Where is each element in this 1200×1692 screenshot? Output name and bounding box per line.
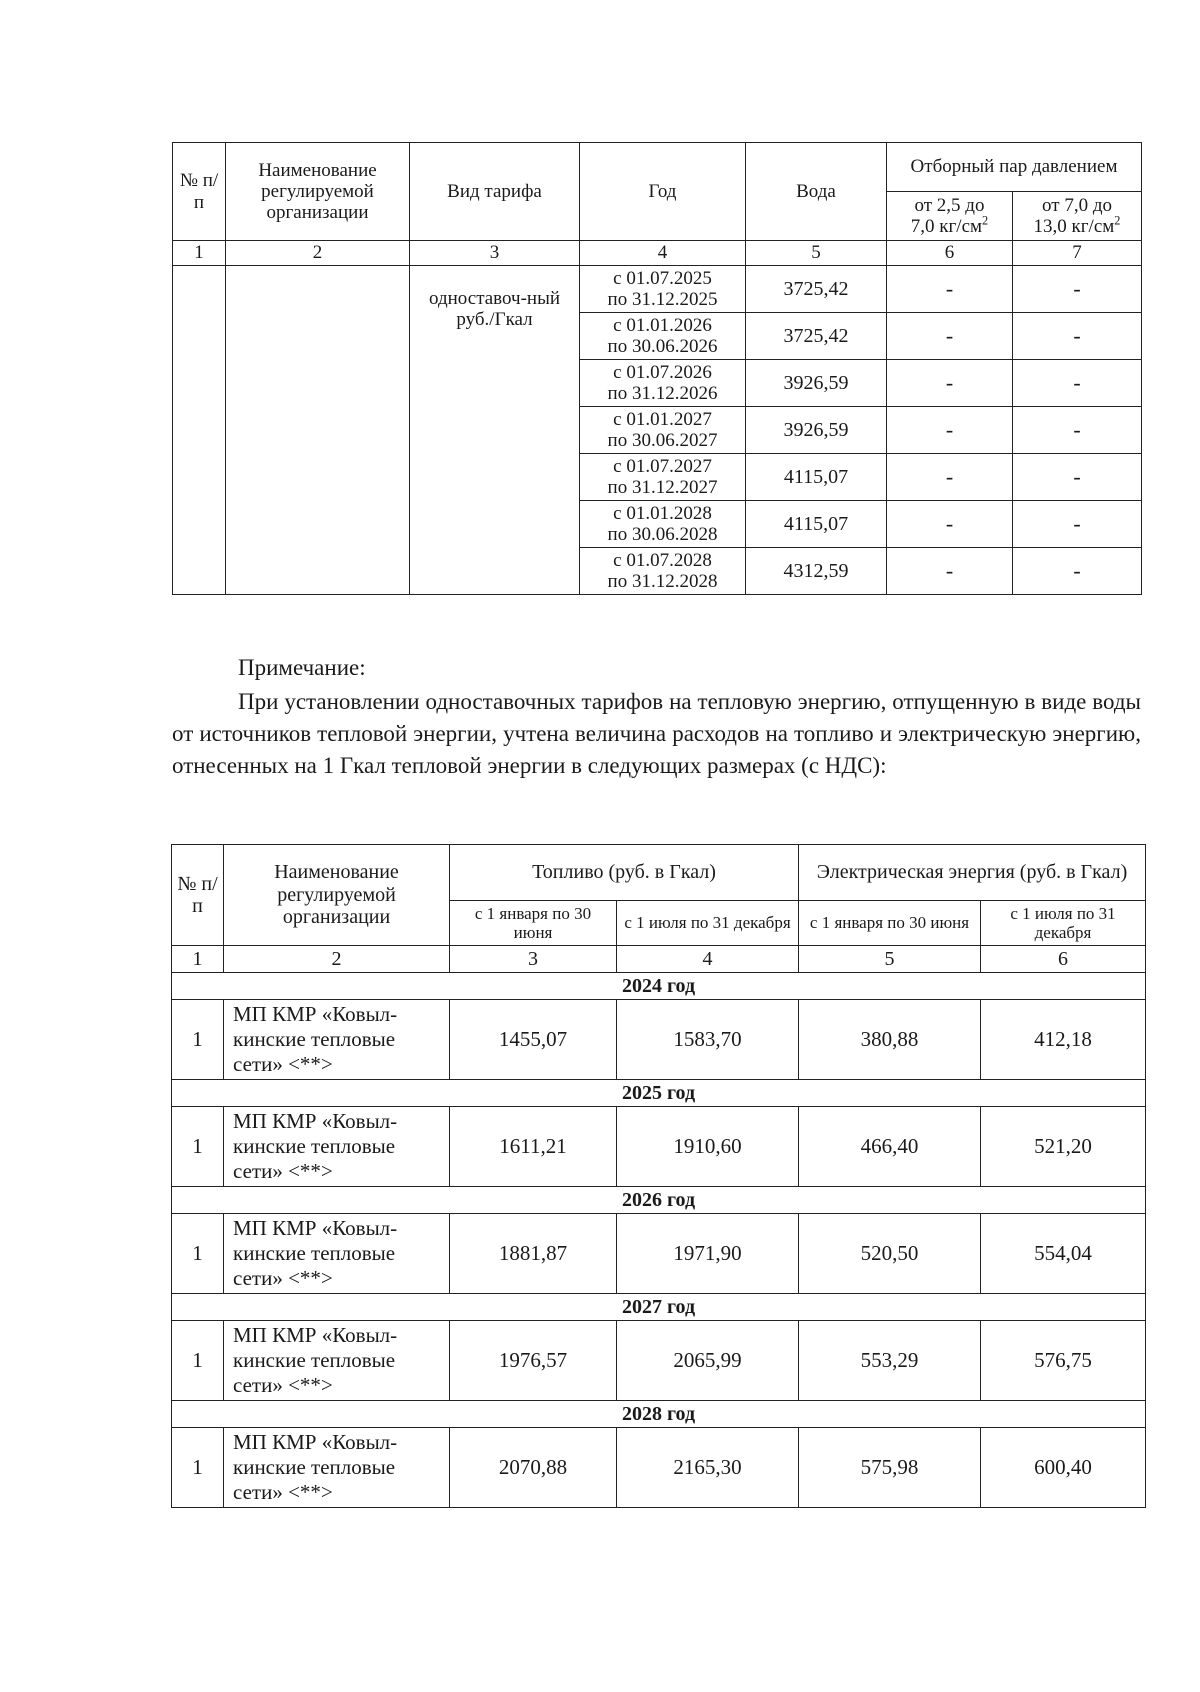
steam-high-value: - <box>1013 548 1142 595</box>
water-value: 3926,59 <box>746 407 887 454</box>
col-year-header: Год <box>580 143 746 241</box>
el-h1-value: 466,40 <box>799 1107 981 1187</box>
period-cell: с 01.07.2026 по 31.12.2026 <box>580 360 746 407</box>
col-org-header: Наименование регулируемой организации <box>226 143 410 241</box>
column-number: 4 <box>617 946 799 973</box>
fuel-h1-value: 2070,88 <box>450 1428 617 1508</box>
steam-low-value: - <box>887 266 1013 313</box>
col-tariff-type-header: Вид тарифа <box>410 143 580 241</box>
steam-high-value: - <box>1013 501 1142 548</box>
costs-table <box>171 844 1146 1508</box>
table-row <box>173 266 1142 313</box>
el-h2-value: 412,18 <box>981 1000 1146 1080</box>
org-name: МП КМР «Ковыл-кинские тепловые сети» <**> <box>224 1107 450 1187</box>
el-h1-value: 380,88 <box>799 1000 981 1080</box>
year-label: 2024 год <box>172 973 1146 1000</box>
tariff-label: одноставоч-ный руб./Гкал <box>410 266 580 595</box>
water-value: 3926,59 <box>746 360 887 407</box>
year-label: 2025 год <box>172 1080 1146 1107</box>
num-cell: 1 <box>172 1321 224 1401</box>
water-value: 4312,59 <box>746 548 887 595</box>
water-value: 4115,07 <box>746 501 887 548</box>
year-label: 2027 год <box>172 1294 1146 1321</box>
superscript: 2 <box>1114 213 1121 228</box>
steam-low-value: - <box>887 313 1013 360</box>
steam-high-value: - <box>1013 266 1142 313</box>
fuel-jul-dec-header: с 1 июля по 31 декабря <box>617 901 799 946</box>
note-title: Примечание: <box>238 655 366 680</box>
column-number: 4 <box>580 241 746 266</box>
steam-low-value: - <box>887 407 1013 454</box>
period-cell: с 01.07.2027 по 31.12.2027 <box>580 454 746 501</box>
table-row <box>172 1107 1146 1187</box>
fuel-h2-value: 2065,99 <box>617 1321 799 1401</box>
steam-high-value: - <box>1013 407 1142 454</box>
column-number: 2 <box>226 241 410 266</box>
year-row <box>172 1187 1146 1214</box>
fuel-h1-value: 1881,87 <box>450 1214 617 1294</box>
year-label: 2028 год <box>172 1401 1146 1428</box>
steam-high-line2: 13,0 кг/см <box>1033 216 1115 237</box>
column-number: 1 <box>173 241 226 266</box>
num-cell: 1 <box>172 1428 224 1508</box>
year-row <box>172 973 1146 1000</box>
col-num-header: № п/п <box>172 845 224 946</box>
el-jul-dec-header: с 1 июля по 31 декабря <box>981 901 1146 946</box>
column-number: 6 <box>887 241 1013 266</box>
fuel-h1-value: 1976,57 <box>450 1321 617 1401</box>
column-number-row <box>173 241 1142 266</box>
column-number: 5 <box>799 946 981 973</box>
steam-low-value: - <box>887 360 1013 407</box>
fuel-jan-jun-header: с 1 января по 30 июня <box>450 901 617 946</box>
fuel-h1-value: 1611,21 <box>450 1107 617 1187</box>
fuel-h2-value: 1971,90 <box>617 1214 799 1294</box>
el-h1-value: 553,29 <box>799 1321 981 1401</box>
period-cell: с 01.07.2028 по 31.12.2028 <box>580 548 746 595</box>
period-cell: с 01.01.2027 по 30.06.2027 <box>580 407 746 454</box>
column-number: 1 <box>172 946 224 973</box>
superscript: 2 <box>982 213 989 228</box>
table-row <box>172 1428 1146 1508</box>
org-cell <box>226 266 410 595</box>
column-number: 5 <box>746 241 887 266</box>
steam-low-value: - <box>887 454 1013 501</box>
col-steam-low-header <box>887 192 1013 241</box>
el-h2-value: 576,75 <box>981 1321 1146 1401</box>
el-h1-value: 520,50 <box>799 1214 981 1294</box>
year-label: 2026 год <box>172 1187 1146 1214</box>
steam-low-value: - <box>887 501 1013 548</box>
el-jan-jun-header: с 1 января по 30 июня <box>799 901 981 946</box>
steam-low-line2: 7,0 кг/см <box>910 216 983 237</box>
col-steam-high-header <box>1013 192 1142 241</box>
header-row <box>172 845 1146 901</box>
col-org-header: Наименование регулируемой организации <box>224 845 450 946</box>
num-cell: 1 <box>172 1107 224 1187</box>
period-cell: с 01.07.2025 по 31.12.2025 <box>580 266 746 313</box>
table-row <box>172 1214 1146 1294</box>
note-text: При установлении одноставочных тарифов на тепловую энергию, отпущенную в виде воды от источников тепловой энергии, учтена величина расходов на топливо и электрическую энергию, отнесенных на 1 Гкал тепловой энергии в следующих размерах (с НДС): <box>172 689 1141 778</box>
steam-low-value: - <box>887 548 1013 595</box>
steam-high-value: - <box>1013 313 1142 360</box>
num-cell <box>173 266 226 595</box>
period-cell: с 01.01.2028 по 30.06.2028 <box>580 501 746 548</box>
org-name: МП КМР «Ковыл-кинские тепловые сети» <**> <box>224 1000 450 1080</box>
num-cell: 1 <box>172 1214 224 1294</box>
steam-high-value: - <box>1013 454 1142 501</box>
steam-high-line1: от 7,0 до <box>1042 194 1112 216</box>
el-h2-value: 600,40 <box>981 1428 1146 1508</box>
col-num-header: № п/п <box>173 143 226 241</box>
water-value: 4115,07 <box>746 454 887 501</box>
period-cell: с 01.01.2026 по 30.06.2026 <box>580 313 746 360</box>
tariff-table <box>172 142 1142 595</box>
water-value: 3725,42 <box>746 266 887 313</box>
column-number: 6 <box>981 946 1146 973</box>
table-row <box>172 1321 1146 1401</box>
header-row <box>173 143 1142 192</box>
fuel-h1-value: 1455,07 <box>450 1000 617 1080</box>
year-row <box>172 1080 1146 1107</box>
org-name: МП КМР «Ковыл-кинские тепловые сети» <**> <box>224 1321 450 1401</box>
org-name: МП КМР «Ковыл-кинские тепловые сети» <**> <box>224 1214 450 1294</box>
column-number: 2 <box>224 946 450 973</box>
col-electricity-header: Электрическая энергия (руб. в Гкал) <box>799 845 1146 901</box>
water-value: 3725,42 <box>746 313 887 360</box>
el-h2-value: 554,04 <box>981 1214 1146 1294</box>
org-name: МП КМР «Ковыл-кинские тепловые сети» <**> <box>224 1428 450 1508</box>
col-fuel-header: Топливо (руб. в Гкал) <box>450 845 799 901</box>
num-cell: 1 <box>172 1000 224 1080</box>
year-row <box>172 1401 1146 1428</box>
column-number: 3 <box>410 241 580 266</box>
col-water-header: Вода <box>746 143 887 241</box>
column-number: 3 <box>450 946 617 973</box>
col-steam-group-header: Отборный пар давлением <box>887 143 1142 192</box>
table-row <box>172 1000 1146 1080</box>
fuel-h2-value: 2165,30 <box>617 1428 799 1508</box>
column-number-row <box>172 946 1146 973</box>
column-number: 7 <box>1013 241 1142 266</box>
fuel-h2-value: 1583,70 <box>617 1000 799 1080</box>
fuel-h2-value: 1910,60 <box>617 1107 799 1187</box>
el-h2-value: 521,20 <box>981 1107 1146 1187</box>
year-row <box>172 1294 1146 1321</box>
steam-low-line1: от 2,5 до <box>914 194 985 216</box>
el-h1-value: 575,98 <box>799 1428 981 1508</box>
steam-high-value: - <box>1013 360 1142 407</box>
